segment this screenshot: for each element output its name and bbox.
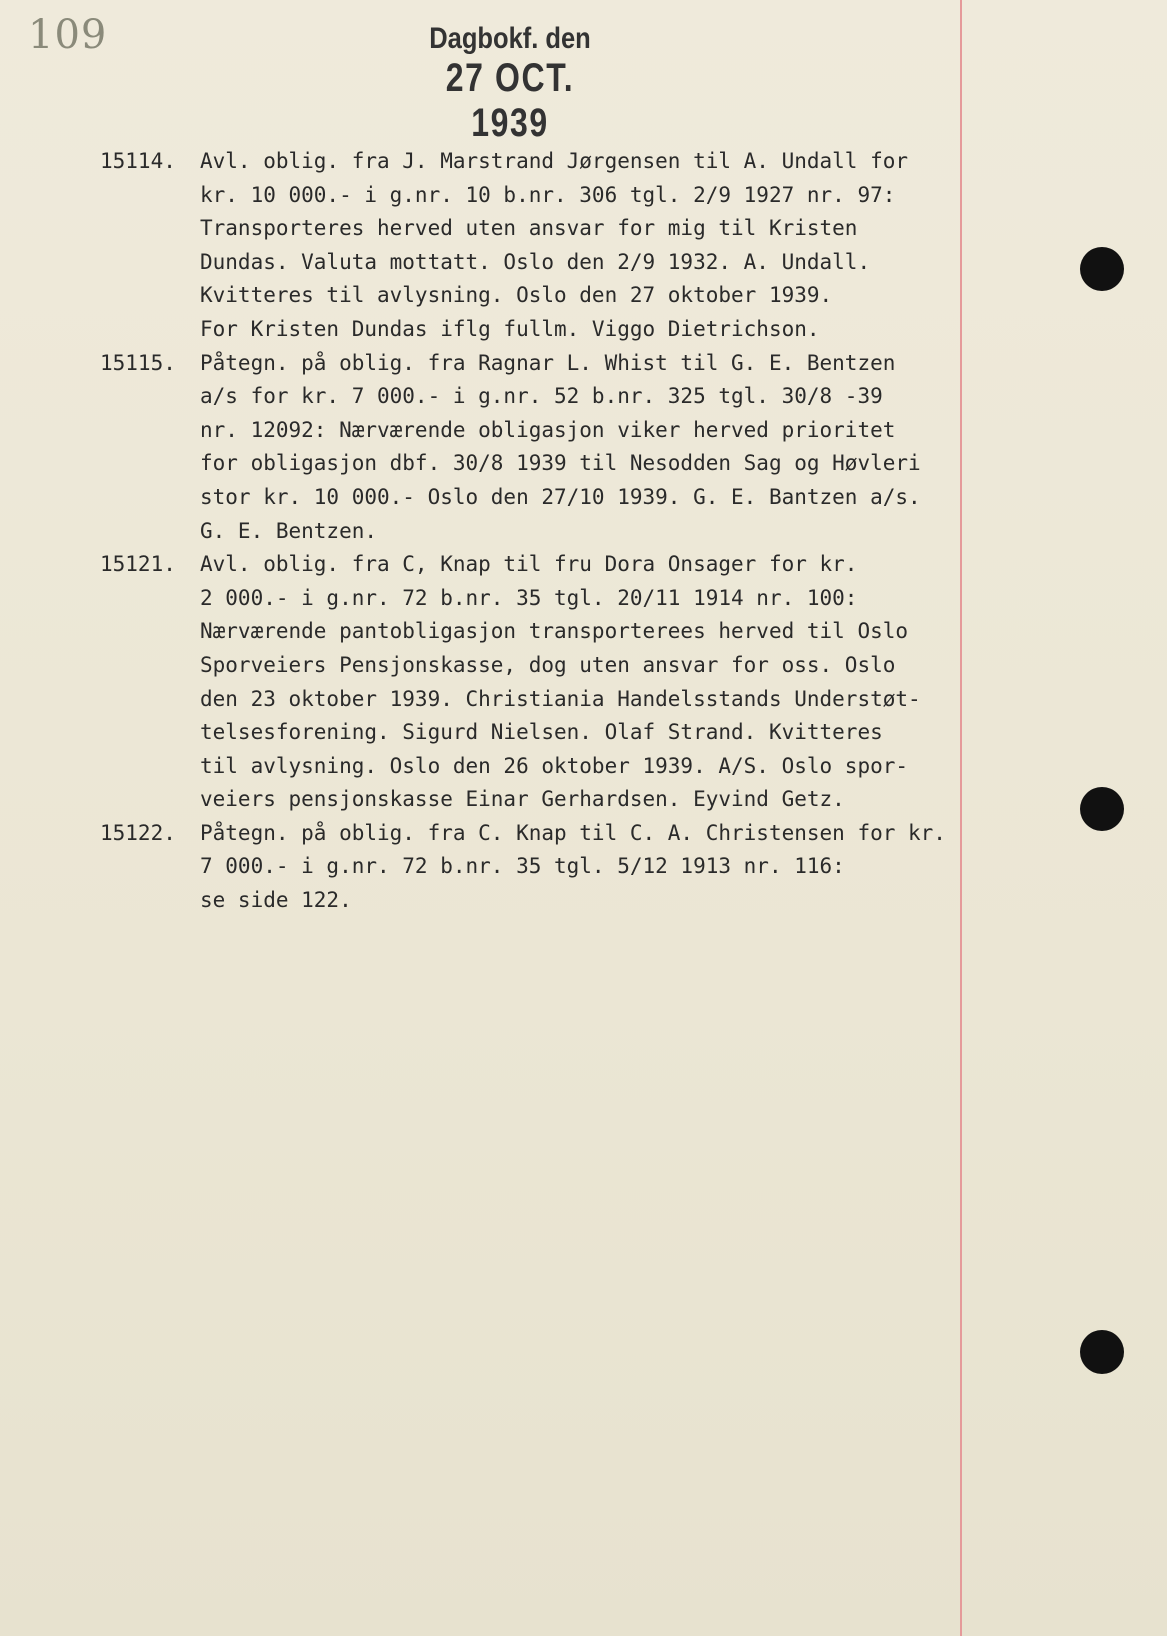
entry-line: Dundas. Valuta mottatt. Oslo den 2/9 1932. A. Undall.: [200, 249, 871, 274]
entry-line: kr. 10 000.- i g.nr. 10 b.nr. 306 tgl. 2/9 1927 nr. 97:: [200, 182, 896, 207]
punch-hole: [1080, 1330, 1124, 1374]
entry-line: til avlysning. Oslo den 26 oktober 1939. A/S. Oslo spor-: [200, 753, 909, 778]
entry: [100, 145, 1000, 347]
entry-line: 2 000.- i g.nr. 72 b.nr. 35 tgl. 20/11 1914 nr. 100:: [200, 585, 858, 610]
entry-line: 7 000.- i g.nr. 72 b.nr. 35 tgl. 5/12 1913 nr. 116:: [200, 854, 845, 879]
entry-line: Kvitteres til avlysning. Oslo den 27 oktober 1939.: [200, 283, 833, 308]
entry-line: den 23 oktober 1939. Christiania Handelsstands Understøt-: [200, 686, 921, 711]
entry-number: 15115.: [100, 350, 176, 375]
entry-line: a/s for kr. 7 000.- i g.nr. 52 b.nr. 325 tgl. 30/8 -39: [200, 384, 883, 409]
entry-number: 15122.: [100, 820, 176, 845]
punch-hole: [1080, 787, 1124, 831]
entry-line: nr. 12092: Nærværende obligasjon viker herved prioritet: [200, 417, 896, 442]
entry: [100, 347, 1000, 549]
entry-line: Påtegn. på oblig. fra C. Knap til C. A. Christensen for kr.: [200, 820, 946, 845]
punch-hole: [1080, 247, 1124, 291]
entry: [100, 817, 1000, 918]
stamp-line-2: 27 OCT. 1939: [445, 56, 575, 145]
entry-line: Sporveiers Pensjonskasse, dog uten ansvar for oss. Oslo: [200, 652, 896, 677]
entry-line: Påtegn. på oblig. fra Ragnar L. Whist til G. E. Bentzen: [200, 350, 896, 375]
entry-line: G. E. Bentzen.: [200, 518, 378, 543]
entry-line: telsesforening. Sigurd Nielsen. Olaf Strand. Kvitteres: [200, 720, 883, 745]
entry-line: se side 122.: [200, 888, 352, 913]
entry-line: Avl. oblig. fra J. Marstrand Jørgensen til A. Undall for: [200, 149, 909, 173]
stamp-line-1: Dagbokf. den: [429, 22, 591, 55]
entry-number: 15121.: [100, 552, 176, 577]
entry-line: Avl. oblig. fra C, Knap til fru Dora Onsager for kr.: [200, 552, 858, 577]
entry: [100, 548, 1000, 817]
entry-number: 15114.: [100, 149, 176, 173]
page-number: 109: [28, 12, 108, 58]
date-stamp: [390, 22, 630, 146]
entry-line: Nærværende pantobligasjon transporterees herved til Oslo: [200, 619, 909, 644]
entries-list: [100, 145, 1000, 918]
entry-line: for obligasjon dbf. 30/8 1939 til Nesodden Sag og Høvleri: [200, 451, 921, 476]
entry-line: For Kristen Dundas iflg fullm. Viggo Dietrichson.: [200, 316, 820, 341]
entry-line: veiers pensjonskasse Einar Gerhardsen. Eyvind Getz.: [200, 787, 845, 812]
entry-line: stor kr. 10 000.- Oslo den 27/10 1939. G. E. Bantzen a/s.: [200, 484, 921, 509]
entry-line: Transporteres herved uten ansvar for mig til Kristen: [200, 216, 858, 241]
